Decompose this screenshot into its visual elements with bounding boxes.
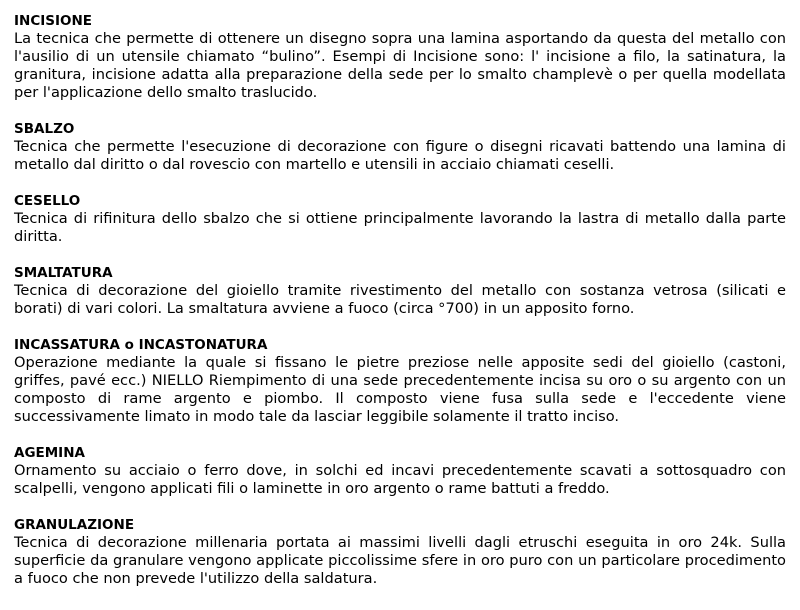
section-body: Operazione mediante la quale si fissano le pietre preziose nelle apposite sedi del gioiello (castoni, griffes, pavé ecc.) NIELLO Riempimento di una sede precedentemente incisa su oro o su argento con un composto di rame argento e piombo. Il composto viene fusa sulla sede e l'eccedente viene successivamente limato in modo tale da lasciar leggibile solamente il tratto inciso. — [14, 354, 786, 425]
section-granulazione — [14, 516, 786, 588]
section-body: Tecnica di decorazione millenaria portata ai massimi livelli dagli etruschi eseguita in oro 24k. Sulla superficie da granulare vengono applicate piccolissime sfere in oro puro con un particolare procedimento a fuoco che non prevede l'utilizzo della saldatura. — [14, 534, 786, 587]
section-heading: INCASSATURA o INCASTONATURA — [14, 337, 268, 353]
section-heading: AGEMINA — [14, 445, 85, 461]
section-cesello — [14, 192, 786, 246]
section-heading: SBALZO — [14, 121, 75, 137]
section-incassatura — [14, 336, 786, 426]
section-body: Tecnica che permette l'esecuzione di decorazione con figure o disegni ricavati battendo una lamina di metallo dal diritto o dal rovescio con martello e utensili in acciaio chiamati ceselli. — [14, 138, 786, 173]
document-page — [14, 12, 786, 606]
section-body: Ornamento su acciaio o ferro dove, in solchi ed incavi precedentemente scavati a sottosquadro con scalpelli, vengono applicati fili o laminette in oro argento o rame battuti a freddo. — [14, 462, 786, 497]
section-heading: SMALTATURA — [14, 265, 113, 281]
section-agemina — [14, 444, 786, 498]
section-incisione — [14, 12, 786, 102]
section-heading: INCISIONE — [14, 13, 92, 29]
section-body: Tecnica di rifinitura dello sbalzo che si ottiene principalmente lavorando la lastra di metallo dalla parte diritta. — [14, 210, 786, 245]
section-heading: GRANULAZIONE — [14, 517, 135, 533]
section-heading: CESELLO — [14, 193, 81, 209]
section-body: Tecnica di decorazione del gioiello tramite rivestimento del metallo con sostanza vetrosa (silicati e borati) di vari colori. La smaltatura avviene a fuoco (circa °700) in un apposito forno. — [14, 282, 786, 317]
section-smaltatura — [14, 264, 786, 318]
section-body: La tecnica che permette di ottenere un disegno sopra una lamina asportando da questa del metallo con l'ausilio di un utensile chiamato “bulino”. Esempi di Incisione sono: l' incisione a filo, la satinatura, la granitura, incisione adatta alla preparazione della sede per lo smalto champlevè o per quella modellata per l'applicazione dello smalto traslucido. — [14, 30, 786, 101]
section-sbalzo — [14, 120, 786, 174]
